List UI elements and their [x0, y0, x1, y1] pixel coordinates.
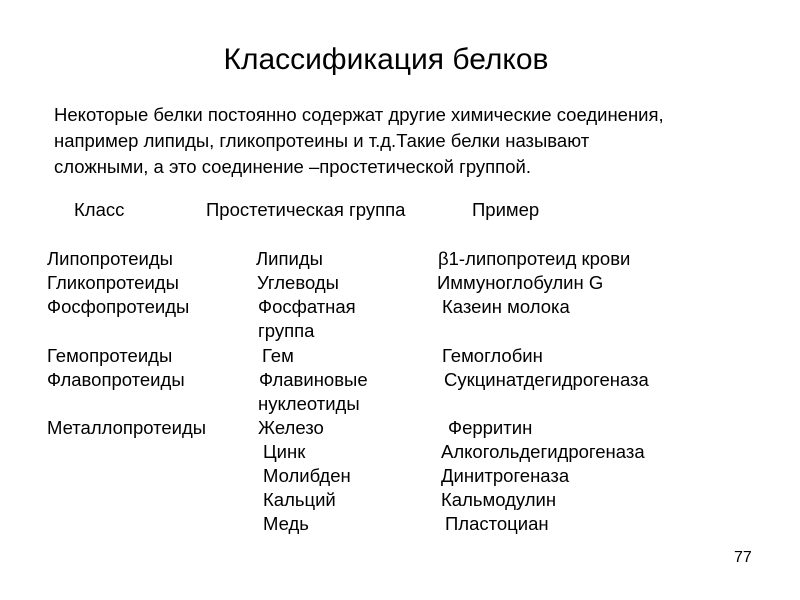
example-cell: Кальмодулин	[441, 489, 557, 510]
header-class: Класс	[74, 199, 125, 220]
example-cell: Динитрогеназа	[441, 465, 570, 486]
group-cell: группа	[258, 320, 315, 341]
example-cell: Сукцинатдегидрогеназа	[444, 369, 649, 390]
slide-title: Классификация белков	[223, 43, 549, 76]
header-example: Пример	[472, 199, 540, 220]
group-cell: Цинк	[263, 441, 306, 462]
class-cell: Гемопротеиды	[47, 345, 173, 366]
class-cell: Липопротеиды	[47, 248, 173, 269]
intro-line: например липиды, гликопротеины и т.д.Такие белки называют	[54, 130, 590, 151]
example-cell: Алкогольдегидрогеназа	[441, 441, 645, 462]
group-cell: Фосфатная	[258, 296, 356, 317]
intro-paragraph	[54, 102, 664, 180]
class-cell: Фосфопротеиды	[47, 296, 190, 317]
page-number: 77	[734, 549, 752, 566]
example-cell: Иммуноглобулин G	[437, 272, 604, 293]
intro-line: Некоторые белки постоянно содержат другие химические соединения,	[54, 104, 664, 125]
example-cell: Пластоциан	[445, 513, 549, 534]
group-cell: нуклеотиды	[258, 393, 360, 414]
example-cell: β1-липопротеид крови	[438, 248, 631, 269]
example-cell: Ферритин	[448, 417, 533, 438]
group-cell: Липиды	[256, 248, 323, 269]
class-cell: Металлопротеиды	[47, 417, 207, 438]
group-cell: Железо	[258, 417, 324, 438]
group-cell: Молибден	[263, 465, 351, 486]
class-cell: Гликопротеиды	[47, 272, 179, 293]
intro-line: сложными, а это соединение –простетической группой.	[54, 156, 531, 177]
class-cell: Флавопротеиды	[47, 369, 185, 390]
group-cell: Флавиновые	[259, 369, 368, 390]
group-cell: Углеводы	[257, 272, 339, 293]
group-cell: Медь	[263, 513, 309, 534]
group-cell: Кальций	[263, 489, 336, 510]
example-cell: Казеин молока	[442, 296, 570, 317]
example-cell: Гемоглобин	[442, 345, 543, 366]
header-prosthetic-group: Простетическая группа	[206, 199, 406, 220]
group-cell: Гем	[262, 345, 294, 366]
